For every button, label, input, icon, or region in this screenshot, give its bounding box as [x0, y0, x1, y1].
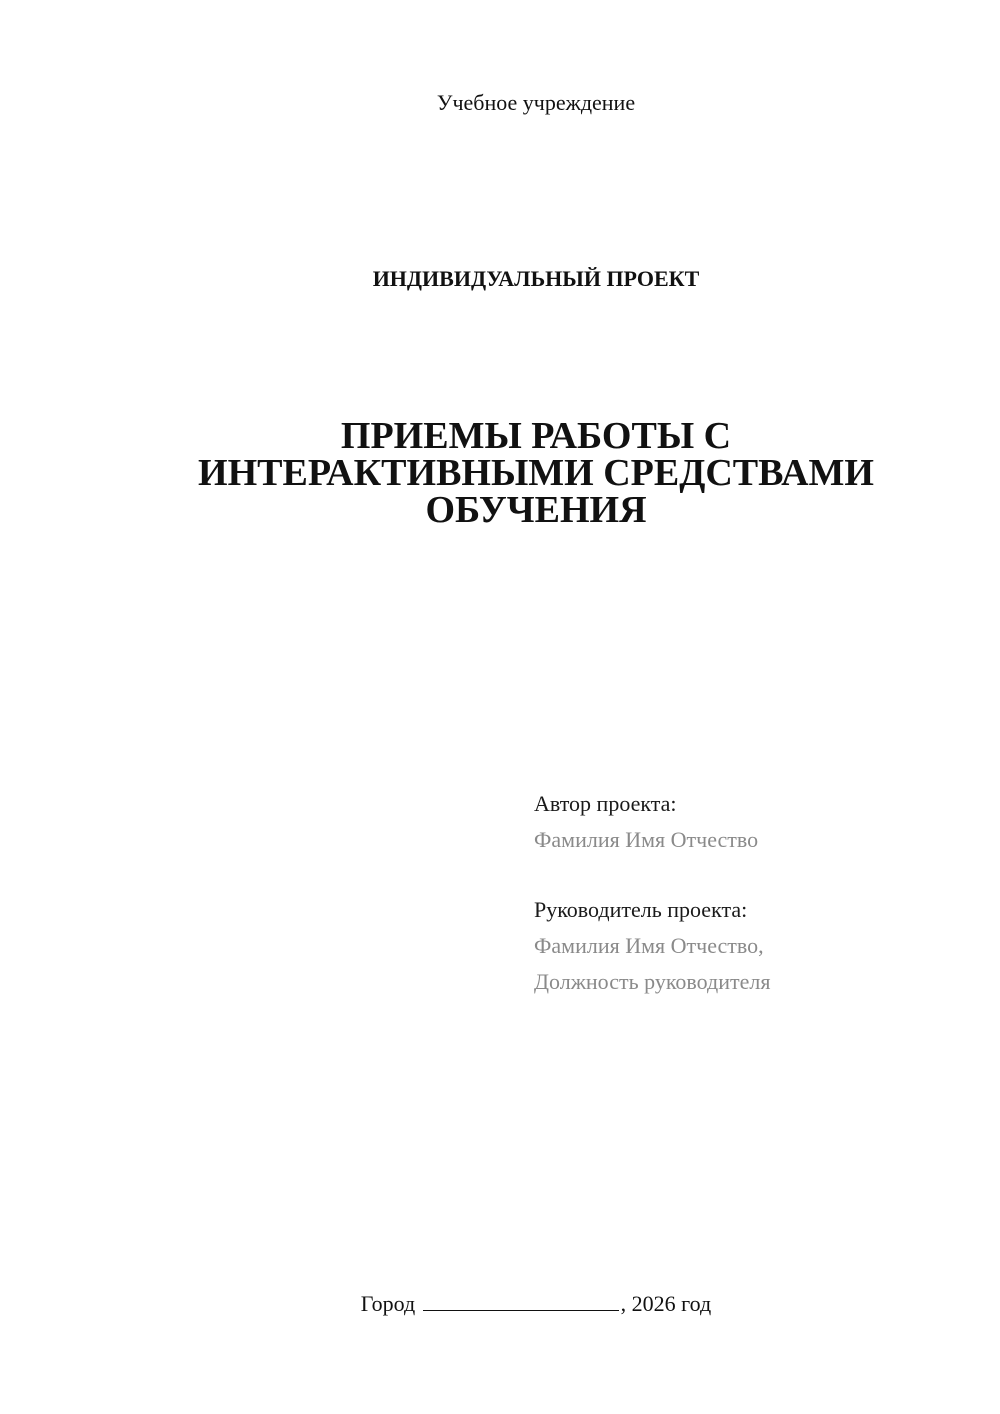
author-name-placeholder: Фамилия Имя Отчество [534, 827, 759, 852]
year-text: , 2026 год [620, 1291, 712, 1316]
city-label: Город [360, 1291, 416, 1316]
project-title [0, 415, 1000, 531]
footer-city-year [0, 1288, 1000, 1317]
supervisor-label: Руководитель проекта: [534, 897, 748, 922]
project-title-line-1: ПРИЕМЫ РАБОТЫ С [340, 415, 732, 457]
institution-name: Учебное учреждение [436, 90, 636, 115]
project-people-block [534, 786, 974, 1000]
document-type: ИНДИВИДУАЛЬНЫЙ ПРОЕКТ [372, 266, 700, 291]
supervisor-name-placeholder: Фамилия Имя Отчество, [534, 933, 764, 958]
city-blank-line [423, 1288, 619, 1311]
project-title-line-2: ИНТЕРАКТИВНЫМИ СРЕДСТВАМИ [198, 452, 874, 494]
supervisor-position-placeholder: Должность руководителя [534, 969, 771, 994]
project-title-line-3: ОБУЧЕНИЯ [425, 489, 647, 531]
author-label: Автор проекта: [534, 791, 677, 816]
